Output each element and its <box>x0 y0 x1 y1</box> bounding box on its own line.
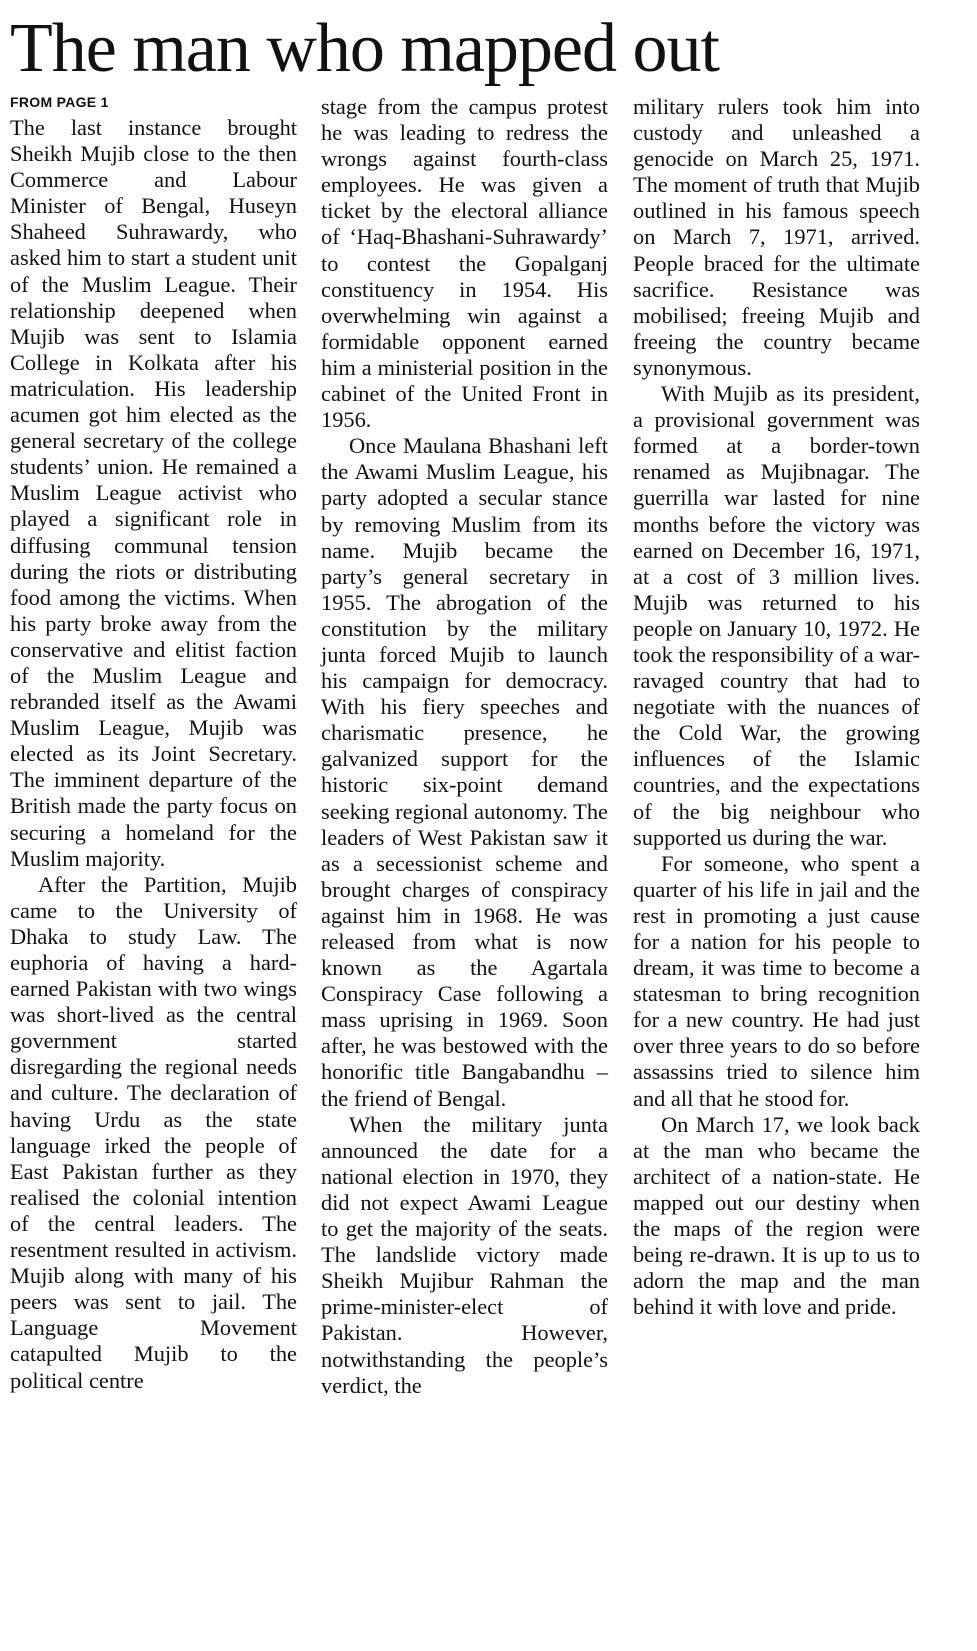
paragraph: Once Maulana Bhashani left the Awami Muslim League, his party adopted a secular stance by removing Muslim from its name. Mujib became the party’s general secretary in 1955. The abrogation of the constitution by the military junta forced Mujib to launch his campaign for democracy. With his fiery speeches and charismatic presence, he galvanized support for the historic six-point demand seeking regional autonomy. The leaders of West Pakistan saw it as a secessionist scheme and brought charges of conspiracy against him in 1968. He was released from what is now known as the Agartala Conspiracy Case following a mass uprising in 1969. Soon after, he was bestowed with the honorific title Bangabandhu –the friend of Bengal. <box>321 433 608 1111</box>
article-column-2 <box>321 94 608 1399</box>
paragraph: On March 17, we look back at the man who became the architect of a nation-state. He mapped out our destiny when the maps of the region were being re-drawn. It is up to us to adorn the map and the man behind it with love and pride. <box>633 1111 920 1320</box>
article-column-3 <box>633 94 920 1320</box>
paragraph: The last instance brought Sheikh Mujib close to the then Commerce and Labour Minister of Bengal, Huseyn Shaheed Suhrawardy, who asked him to start a student unit of the Muslim League. Their relationship deepened when Mujib was sent to Islamia College in Kolkata after his matriculation. His leadership acumen got him elected as the general secretary of the college students’ union. He remained a Muslim League activist who played a significant role in diffusing communal tension during the riots or distributing food among the victims. When his party broke away from the conservative and elitist faction of the Muslim League and rebranded itself as the Awami Muslim League, Mujib was elected as its Joint Secretary. The imminent departure of the British made the party focus on securing a homeland for the Muslim majority. <box>10 115 297 871</box>
paragraph: After the Partition, Mujib came to the University of Dhaka to study Law. The euphoria of having a hard-earned Pakistan with two wings was short-lived as the central government started disregarding the regional needs and culture. The declaration of having Urdu as the state language irked the people of East Pakistan further as they realised the colonial intention of the central leaders. The resentment resulted in activism. Mujib along with many of his peers was sent to jail. The Language Movement catapulted Mujib to the political centre <box>10 871 297 1393</box>
paragraph: stage from the campus protest he was leading to redress the wrongs against fourth-class employees. He was given a ticket by the electoral alliance of ‘Haq-Bhashani-Suhrawardy’ to contest the Gopalganj constituency in 1954. His overwhelming win against a formidable opponent earned him a ministerial position in the cabinet of the United Front in 1956. <box>321 94 608 433</box>
headline: The man who mapped out <box>10 10 719 87</box>
paragraph: With Mujib as its president, a provisional government was formed at a border-town renamed as Mujibnagar. The guerrilla war lasted for nine months before the victory was earned on December 16, 1971, at a cost of 3 million lives. Mujib was returned to his people on January 10, 1972. He took the responsibility of a war-ravaged country that had to negotiate with the nuances of the Cold War, the growing influences of the Islamic countries, and the expectations of the big neighbour who supported us during the war. <box>633 381 920 850</box>
paragraph: military rulers took him into custody and unleashed a genocide on March 25, 1971. The moment of truth that Mujib outlined in his famous speech on March 7, 1971, arrived. People braced for the ultimate sacrifice. Resistance was mobilised; freeing Mujib and freeing the country became synonymous. <box>633 94 920 380</box>
paragraph: For someone, who spent a quarter of his life in jail and the rest in promoting a just cause for a nation for his people to dream, it was time to become a statesman to bring recognition for a new country. He had just over three years to do so before assassins tried to silence him and all that he stood for. <box>633 850 920 1111</box>
article-column-1 <box>10 115 297 1394</box>
continuation-kicker: FROM PAGE 1 <box>10 94 109 110</box>
paragraph: When the military junta announced the date for a national election in 1970, they did not expect Awami League to get the majority of the seats. The landslide victory made Sheikh Mujibur Rahman the prime-minister-elect of Pakistan. However, notwithstanding the people’s verdict, the <box>321 1111 608 1398</box>
